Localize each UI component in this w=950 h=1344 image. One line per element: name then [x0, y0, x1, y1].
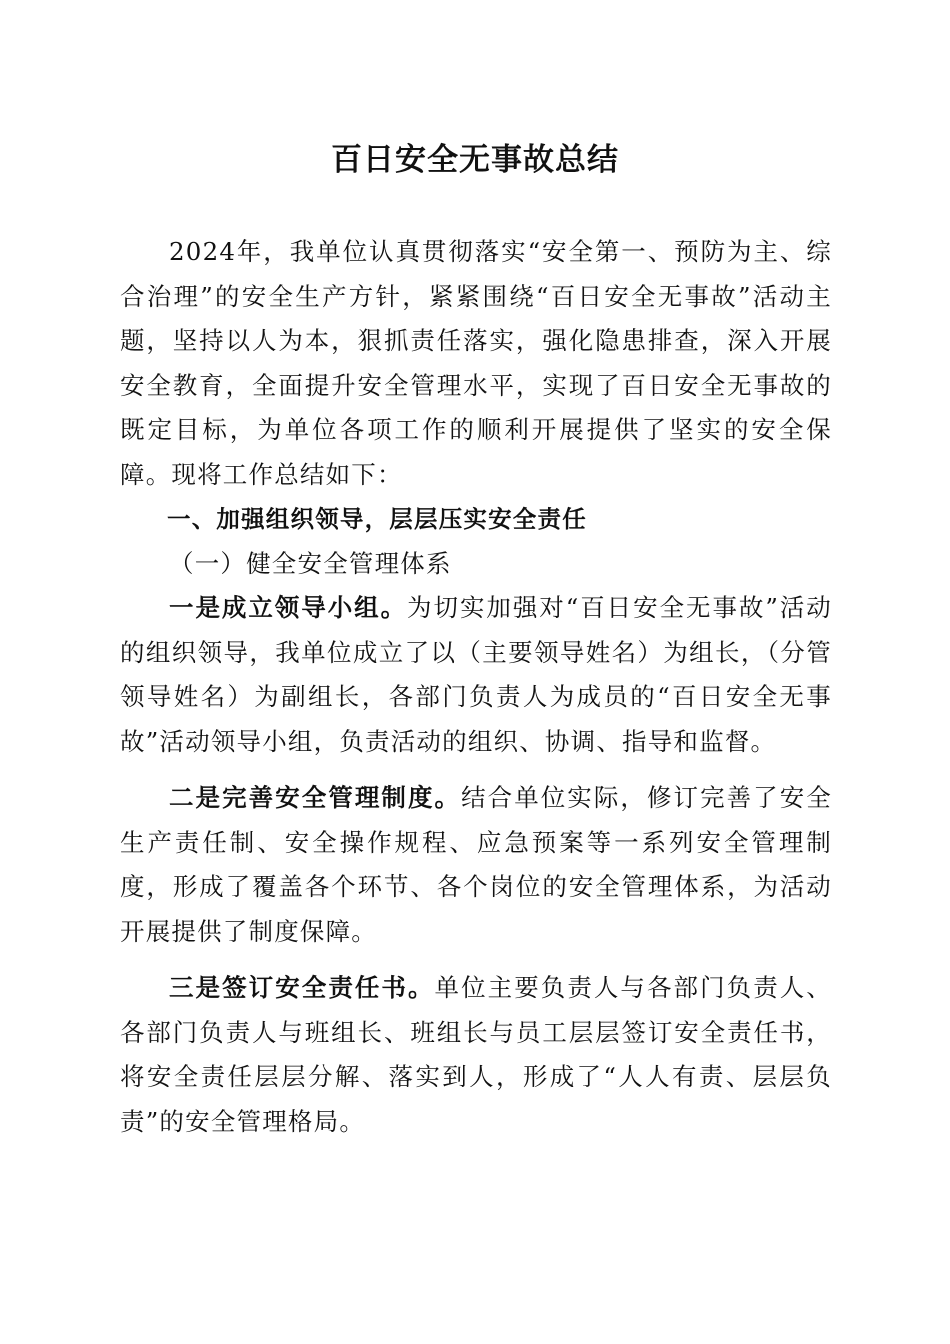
- item-paragraph-1: [120, 586, 832, 764]
- item-lead-3: 三是签订安全责任书。: [169, 973, 435, 1002]
- item-lead-2: 二是完善安全管理制度。: [169, 783, 462, 812]
- item-text-1: 为切实加强对“百日安全无事故”活动的组织领导，我单位成立了以（主要领导姓名）为组长，（分管领导姓名）为副组长，各部门负责人为成员的“百日安全无事故”活动领导小组，负责活动的组织、协调、指导和监督。: [120, 593, 832, 756]
- subsection-heading: （一）健全安全管理体系: [169, 548, 452, 578]
- item-text-2: 结合单位实际，修订完善了安全生产责任制、安全操作规程、应急预案等一系列安全管理制度，形成了覆盖各个环节、各个岗位的安全管理体系，为活动开展提供了制度保障。: [120, 783, 832, 946]
- item-text-3: 单位主要负责人与各部门负责人、各部门负责人与班组长、班组长与员工层层签订安全责任书，将安全责任层层分解、落实到人，形成了“人人有责、层层负责”的安全管理格局。: [120, 973, 833, 1136]
- item-lead-1: 一是成立领导小组。: [169, 593, 408, 622]
- intro-paragraph: 2024年，我单位认真贯彻落实“安全第一、预防为主、综合治理”的安全生产方针，紧紧围绕“百日安全无事故”活动主题，坚持以人为本，狠抓责任落实，强化隐患排查，深入开展安全教育，全面提升安全管理水平，实现了百日安全无事故的既定目标，为单位各项工作的顺利开展提供了坚实的安全保障。现将工作总结如下：: [120, 237, 832, 489]
- item-paragraph-3: [120, 966, 832, 1144]
- item-paragraph-2: [120, 776, 832, 954]
- document-body: [120, 230, 832, 1144]
- document-title: 百日安全无事故总结: [331, 142, 619, 178]
- section-heading: 一、加强组织领导，层层压实安全责任: [167, 505, 587, 533]
